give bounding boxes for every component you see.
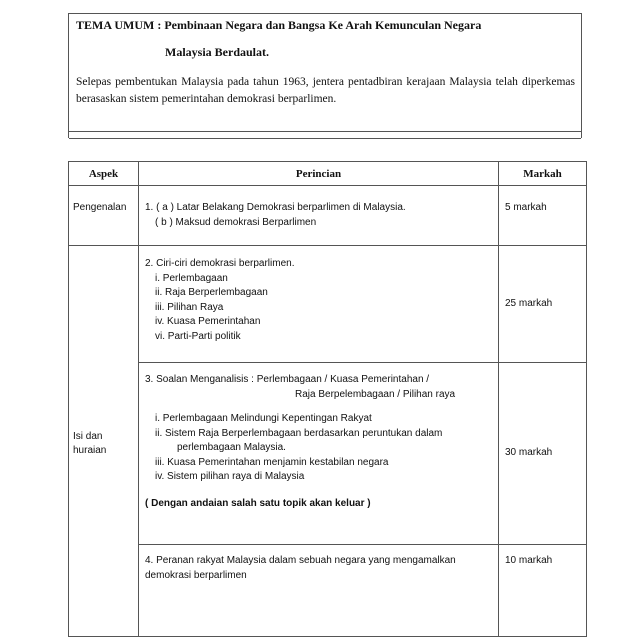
q3-item: iv. Sistem pilihan raya di Malaysia [155, 471, 305, 482]
q3-item: ii. Sistem Raja Berperlembagaan berdasarkan peruntukan dalam [155, 427, 443, 439]
aspek-isi-huraian: Isi dan huraian [69, 246, 139, 637]
table-row-q3 [69, 363, 587, 545]
table-row-q4 [69, 545, 587, 637]
divider [69, 131, 581, 132]
pengenalan-line-2: ( b ) Maksud demokrasi Berparlimen [155, 216, 317, 228]
header-aspek: Aspek [69, 162, 139, 186]
header-markah: Markah [499, 162, 587, 186]
theme-box [68, 13, 582, 138]
theme-description: Selepas pembentukan Malaysia pada tahun 1963, jentera pentadbiran kerajaan Malaysia telah diperkemas berasaskan sistem pemerintahan demokrasi berparlimen. [76, 76, 575, 105]
q3-item: iii. Kuasa Pemerintahan menjamin kestabilan negara [155, 456, 389, 468]
q2-title: 2. Ciri-ciri demokrasi berparlimen. [145, 258, 295, 269]
divider [69, 138, 581, 139]
q2-item: i. Perlembagaan [155, 272, 228, 284]
marking-table [68, 161, 587, 637]
q3-note: ( Dengan andaian salah satu topik akan keluar ) [145, 497, 371, 509]
perincian-q4 [139, 545, 499, 637]
markah-pengenalan: 5 markah [499, 186, 587, 246]
markah-q2: 25 markah [499, 246, 587, 363]
markah-q3: 30 markah [499, 363, 587, 545]
table-row-q2 [69, 246, 587, 363]
table-row-pengenalan [69, 186, 587, 246]
q3-item: perlembagaan Malaysia. [177, 442, 286, 453]
header-perincian: Perincian [139, 162, 499, 186]
q2-item: vi. Parti-Parti politik [155, 330, 241, 342]
perincian-pengenalan [139, 186, 499, 246]
theme-title: TEMA UMUM : Pembinaan Negara dan Bangsa Ke Arah Kemunculan Negara [76, 18, 482, 32]
q4-line-1: 4. Peranan rakyat Malaysia dalam sebuah negara yang mengamalkan [145, 555, 456, 566]
theme-subtitle: Malaysia Berdaulat. [165, 45, 269, 59]
perincian-q2 [139, 246, 499, 363]
q4-line-2: demokrasi berparlimen [145, 569, 247, 581]
perincian-q3 [139, 363, 499, 545]
table-header-row [69, 162, 587, 186]
q3-title: 3. Soalan Menganalisis : Perlembagaan / Kuasa Pemerintahan / [145, 374, 430, 385]
q3-item: i. Perlembagaan Melindungi Kepentingan Rakyat [155, 413, 372, 424]
pengenalan-line-1: 1. ( a ) Latar Belakang Demokrasi berparlimen di Malaysia. [145, 202, 406, 213]
q2-item: ii. Raja Berperlembagaan [155, 287, 268, 298]
q3-title-cont: Raja Berpelembagaan / Pilihan raya [295, 388, 456, 400]
q2-item: iv. Kuasa Pemerintahan [155, 316, 261, 327]
aspek-pengenalan: Pengenalan [69, 186, 139, 246]
markah-q4: 10 markah [499, 545, 587, 637]
q2-item: iii. Pilihan Raya [155, 301, 224, 313]
